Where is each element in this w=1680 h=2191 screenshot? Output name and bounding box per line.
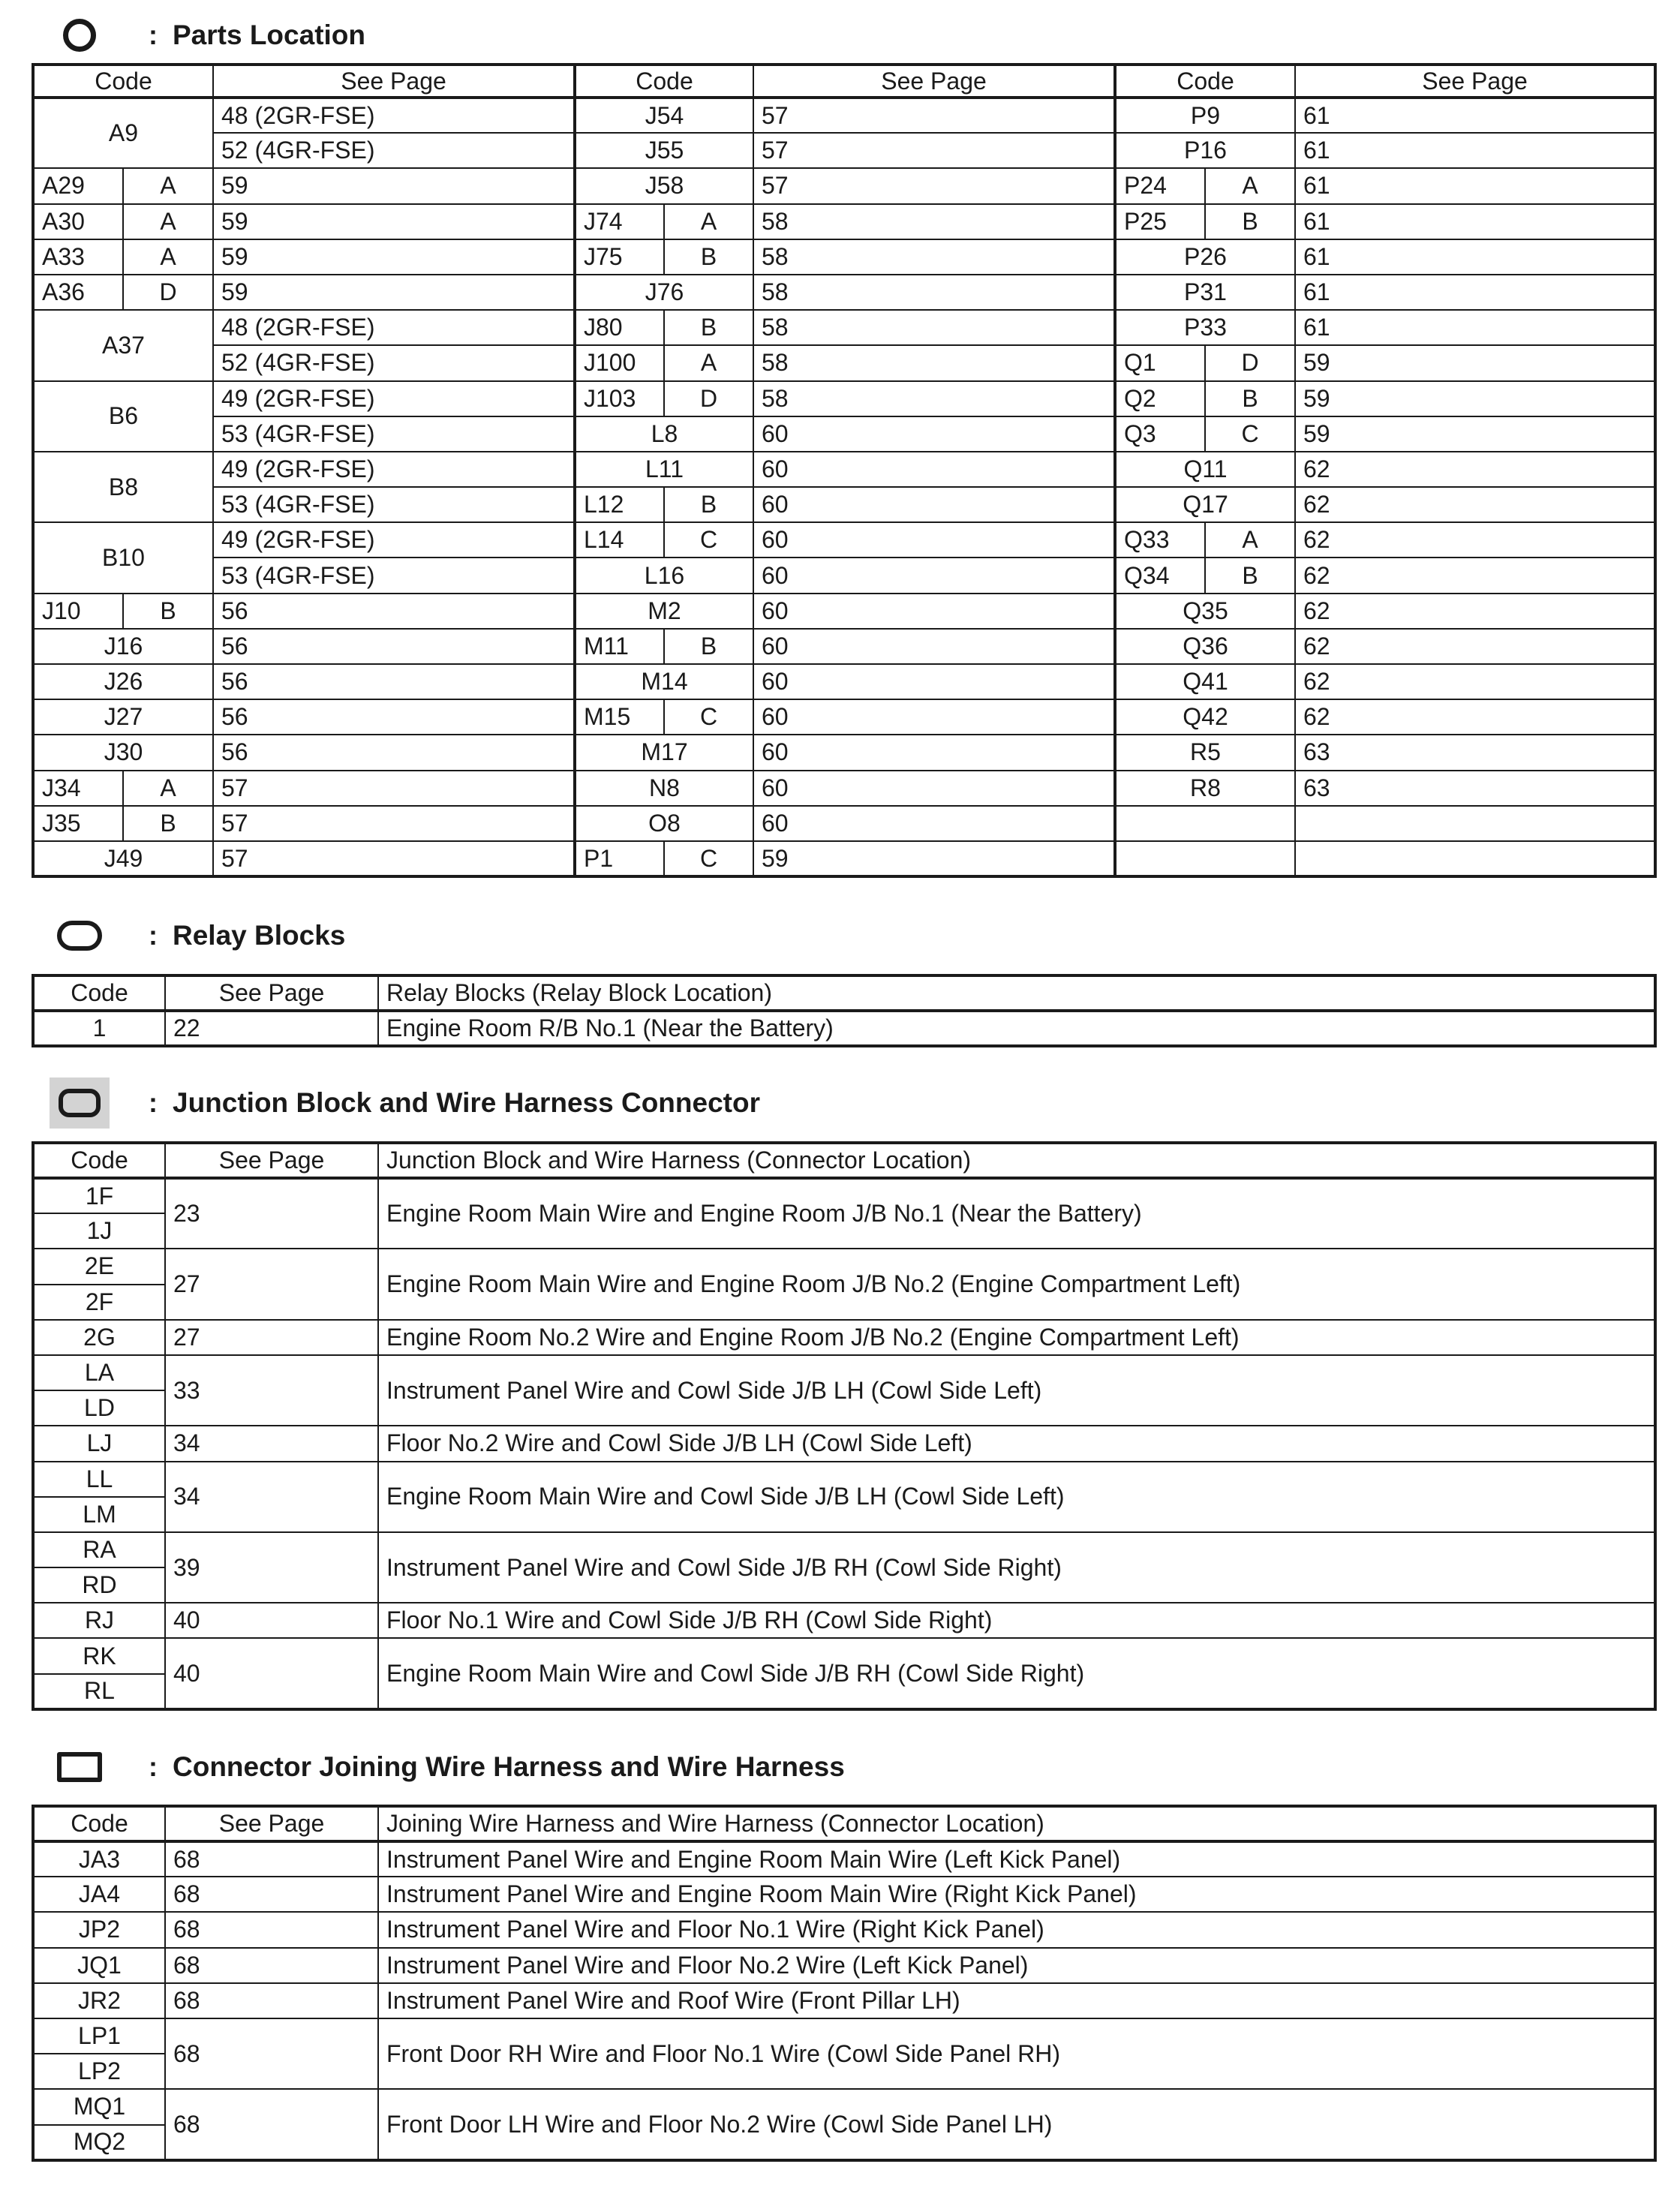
header-see-page: See Page (1295, 65, 1655, 98)
page-cell: 59 (1295, 416, 1655, 452)
code-cell (1115, 806, 1295, 841)
page-cell: 57 (753, 133, 1115, 168)
code-cell: 1 (33, 1011, 165, 1046)
page-cell: 60 (753, 416, 1115, 452)
page-cell: 61 (1295, 204, 1655, 239)
page-cell: 39 (165, 1532, 378, 1603)
table-row (33, 1178, 1655, 1213)
connector-letter-cell: C (664, 522, 753, 558)
table-row (33, 806, 1655, 841)
code-cell: MQ2 (33, 2125, 165, 2160)
page-cell: 62 (1295, 594, 1655, 629)
connector-letter-cell: B (1205, 204, 1295, 239)
table-row (33, 1532, 1655, 1567)
page-cell: 60 (753, 522, 1115, 558)
parts-location-title: Parts Location (173, 20, 365, 50)
code-cell: M15 (575, 699, 664, 735)
table-row (33, 487, 1655, 522)
code-cell: A36 (33, 275, 123, 310)
page-cell: 68 (165, 2089, 378, 2159)
location-cell: Engine Room No.2 Wire and Engine Room J/B No.2 (Engine Compartment Left) (378, 1320, 1655, 1355)
code-cell: JA3 (33, 1841, 165, 1877)
code-cell: LD (33, 1390, 165, 1426)
code-cell: LP2 (33, 2054, 165, 2089)
page-cell: 22 (165, 1011, 378, 1046)
page-cell: 56 (213, 594, 575, 629)
code-cell: J16 (33, 629, 213, 664)
table-row (33, 381, 1655, 416)
connector-letter-cell: A (123, 168, 213, 203)
code-cell: Q2 (1115, 381, 1205, 416)
table-row (33, 310, 1655, 345)
code-cell: 1J (33, 1213, 165, 1249)
table-row (33, 416, 1655, 452)
table-row (33, 1912, 1655, 1947)
code-cell: Q11 (1115, 452, 1295, 487)
heading-colon: : (149, 20, 158, 50)
page-cell: 62 (1295, 522, 1655, 558)
code-cell: J54 (575, 98, 753, 133)
connector-letter-cell: A (123, 771, 213, 806)
table-row (33, 1603, 1655, 1638)
table-header-row (33, 1143, 1655, 1178)
code-cell: J100 (575, 345, 664, 380)
header-location: Joining Wire Harness and Wire Harness (Connector Location) (378, 1806, 1655, 1841)
code-cell: M11 (575, 629, 664, 664)
code-cell: J34 (33, 771, 123, 806)
code-cell: J55 (575, 133, 753, 168)
page-cell: 60 (753, 806, 1115, 841)
code-cell: 2G (33, 1320, 165, 1355)
code-cell: J27 (33, 699, 213, 735)
page-cell: 48 (2GR-FSE) (213, 310, 575, 345)
page-cell: 59 (213, 239, 575, 275)
table-row (33, 275, 1655, 310)
page-cell: 61 (1295, 275, 1655, 310)
page-cell: 62 (1295, 699, 1655, 735)
code-cell: RJ (33, 1603, 165, 1638)
connector-letter-cell: A (664, 204, 753, 239)
table-row (33, 1426, 1655, 1461)
header-code: Code (33, 65, 213, 98)
page-cell: 53 (4GR-FSE) (213, 416, 575, 452)
header-see-page: See Page (165, 1806, 378, 1841)
page-cell: 61 (1295, 310, 1655, 345)
page-cell: 27 (165, 1320, 378, 1355)
junction-block-heading (57, 1081, 760, 1125)
heading-colon: : (149, 920, 158, 951)
page-cell: 49 (2GR-FSE) (213, 381, 575, 416)
code-cell: L8 (575, 416, 753, 452)
code-cell: J26 (33, 664, 213, 699)
page-cell: 60 (753, 735, 1115, 770)
table-row (33, 594, 1655, 629)
table-row (33, 1841, 1655, 1877)
page-cell: 60 (753, 699, 1115, 735)
table-row (33, 2089, 1655, 2124)
page-cell: 56 (213, 735, 575, 770)
header-code: Code (575, 65, 753, 98)
page-cell: 58 (753, 381, 1115, 416)
code-cell: P33 (1115, 310, 1295, 345)
code-cell: 2E (33, 1249, 165, 1284)
page-cell: 59 (213, 275, 575, 310)
code-cell: M14 (575, 664, 753, 699)
code-cell: LJ (33, 1426, 165, 1461)
table-row (33, 1320, 1655, 1355)
code-cell: A29 (33, 168, 123, 203)
header-location: Junction Block and Wire Harness (Connector Location) (378, 1143, 1655, 1178)
page-cell: 60 (753, 594, 1115, 629)
code-cell: RL (33, 1674, 165, 1709)
page-cell: 59 (753, 841, 1115, 876)
page-cell: 60 (753, 664, 1115, 699)
code-cell: P26 (1115, 239, 1295, 275)
code-cell: A9 (33, 98, 213, 168)
code-cell: JP2 (33, 1912, 165, 1947)
code-cell: J10 (33, 594, 123, 629)
table-row (33, 558, 1655, 593)
location-cell: Instrument Panel Wire and Engine Room Main Wire (Left Kick Panel) (378, 1841, 1655, 1877)
location-cell: Engine Room Main Wire and Cowl Side J/B LH (Cowl Side Left) (378, 1462, 1655, 1532)
page-cell: 60 (753, 558, 1115, 593)
code-cell: J80 (575, 310, 664, 345)
page-cell: 61 (1295, 98, 1655, 133)
table-row (33, 771, 1655, 806)
code-cell: Q36 (1115, 629, 1295, 664)
table-row (33, 1355, 1655, 1390)
code-cell: MQ1 (33, 2089, 165, 2124)
header-see-page: See Page (213, 65, 575, 98)
code-cell: J76 (575, 275, 753, 310)
code-cell: Q34 (1115, 558, 1205, 593)
table-header-row (33, 1806, 1655, 1841)
table-row (33, 133, 1655, 168)
page-cell: 57 (753, 98, 1115, 133)
code-cell: R8 (1115, 771, 1295, 806)
page-cell: 57 (213, 771, 575, 806)
page-cell: 62 (1295, 664, 1655, 699)
code-cell: M17 (575, 735, 753, 770)
header-see-page: See Page (165, 975, 378, 1011)
parts-location-heading (57, 14, 365, 57)
table-row (33, 452, 1655, 487)
location-cell: Instrument Panel Wire and Engine Room Main Wire (Right Kick Panel) (378, 1877, 1655, 1912)
page-cell: 62 (1295, 558, 1655, 593)
page-cell: 49 (2GR-FSE) (213, 522, 575, 558)
relay-blocks-title: Relay Blocks (173, 920, 346, 951)
page-cell: 68 (165, 1912, 378, 1947)
connector-joining-table (32, 1805, 1657, 2162)
connector-letter-cell: D (123, 275, 213, 310)
relay-blocks-table (32, 974, 1657, 1047)
table-row (33, 168, 1655, 203)
connector-letter-cell: B (1205, 558, 1295, 593)
page-cell: 61 (1295, 239, 1655, 275)
table-row (33, 699, 1655, 735)
page-cell: 61 (1295, 168, 1655, 203)
code-cell: J35 (33, 806, 123, 841)
connector-letter-cell: D (664, 381, 753, 416)
page-cell: 57 (213, 806, 575, 841)
code-cell: B8 (33, 452, 213, 522)
code-cell: P31 (1115, 275, 1295, 310)
page-cell: 68 (165, 1841, 378, 1877)
page-cell: 60 (753, 452, 1115, 487)
code-cell: JA4 (33, 1877, 165, 1912)
table-row (33, 841, 1655, 876)
code-cell: B10 (33, 522, 213, 593)
page-cell: 58 (753, 239, 1115, 275)
code-cell: A30 (33, 204, 123, 239)
location-cell: Instrument Panel Wire and Floor No.1 Wire (Right Kick Panel) (378, 1912, 1655, 1947)
header-code: Code (33, 975, 165, 1011)
table-row (33, 522, 1655, 558)
code-cell: B6 (33, 381, 213, 452)
code-cell: RA (33, 1532, 165, 1567)
code-cell: P16 (1115, 133, 1295, 168)
page-cell: 34 (165, 1426, 378, 1461)
page-cell: 53 (4GR-FSE) (213, 487, 575, 522)
page-cell: 62 (1295, 629, 1655, 664)
page-cell: 48 (2GR-FSE) (213, 98, 575, 133)
parts-location-table (32, 63, 1657, 878)
code-cell: P25 (1115, 204, 1205, 239)
location-cell: Instrument Panel Wire and Cowl Side J/B RH (Cowl Side Right) (378, 1532, 1655, 1603)
code-cell: Q41 (1115, 664, 1295, 699)
code-cell: J103 (575, 381, 664, 416)
page-cell (1295, 841, 1655, 876)
code-cell: A33 (33, 239, 123, 275)
connector-joining-title: Connector Joining Wire Harness and Wire Harness (173, 1751, 845, 1782)
location-cell: Engine Room Main Wire and Engine Room J/B No.2 (Engine Compartment Left) (378, 1249, 1655, 1319)
relay-blocks-heading (57, 914, 345, 957)
page-cell: 68 (165, 1983, 378, 2018)
page-cell: 53 (4GR-FSE) (213, 558, 575, 593)
page-cell: 68 (165, 1877, 378, 1912)
location-cell: Engine Room Main Wire and Cowl Side J/B RH (Cowl Side Right) (378, 1638, 1655, 1709)
page-cell (1295, 806, 1655, 841)
page-cell: 68 (165, 1948, 378, 1983)
table-row (33, 1011, 1655, 1046)
table-row (33, 735, 1655, 770)
table-row (33, 1638, 1655, 1673)
page-cell: 52 (4GR-FSE) (213, 345, 575, 380)
location-cell: Front Door LH Wire and Floor No.2 Wire (Cowl Side Panel LH) (378, 2089, 1655, 2159)
page-cell: 57 (753, 168, 1115, 203)
table-row (33, 1877, 1655, 1912)
page-cell: 58 (753, 204, 1115, 239)
page-cell: 62 (1295, 452, 1655, 487)
code-cell: Q35 (1115, 594, 1295, 629)
page-cell: 60 (753, 629, 1115, 664)
code-cell: LA (33, 1355, 165, 1390)
table-row (33, 664, 1655, 699)
table-row (33, 239, 1655, 275)
code-cell: L12 (575, 487, 664, 522)
page-cell: 60 (753, 771, 1115, 806)
code-cell: A37 (33, 310, 213, 380)
code-cell: JR2 (33, 1983, 165, 2018)
page-cell: 40 (165, 1638, 378, 1709)
rectangle-symbol-icon (57, 1749, 102, 1785)
page-cell: 23 (165, 1178, 378, 1249)
table-row (33, 204, 1655, 239)
location-cell: Engine Room R/B No.1 (Near the Battery) (378, 1011, 1655, 1046)
header-location: Relay Blocks (Relay Block Location) (378, 975, 1655, 1011)
code-cell: RD (33, 1567, 165, 1603)
code-cell: J49 (33, 841, 213, 876)
code-cell: J30 (33, 735, 213, 770)
code-cell: L14 (575, 522, 664, 558)
connector-letter-cell: C (664, 699, 753, 735)
location-cell: Floor No.2 Wire and Cowl Side J/B LH (Cowl Side Left) (378, 1426, 1655, 1461)
page-cell: 57 (213, 841, 575, 876)
connector-letter-cell: A (1205, 168, 1295, 203)
page-cell: 59 (1295, 381, 1655, 416)
table-row (33, 2018, 1655, 2054)
table-row (33, 1462, 1655, 1497)
page-cell: 56 (213, 664, 575, 699)
code-cell: Q3 (1115, 416, 1205, 452)
page-cell: 63 (1295, 735, 1655, 770)
code-cell: R5 (1115, 735, 1295, 770)
location-cell: Instrument Panel Wire and Cowl Side J/B LH (Cowl Side Left) (378, 1355, 1655, 1426)
connector-letter-cell: C (1205, 416, 1295, 452)
connector-letter-cell: B (1205, 381, 1295, 416)
page-cell: 49 (2GR-FSE) (213, 452, 575, 487)
table-header-row (33, 975, 1655, 1011)
connector-letter-cell: B (123, 594, 213, 629)
connector-letter-cell: A (123, 239, 213, 275)
table-row (33, 98, 1655, 133)
page-cell: 59 (1295, 345, 1655, 380)
code-cell: L11 (575, 452, 753, 487)
connector-letter-cell: C (664, 841, 753, 876)
page-cell: 68 (165, 2018, 378, 2089)
code-cell: 1F (33, 1178, 165, 1213)
page-cell: 59 (213, 204, 575, 239)
code-cell: O8 (575, 806, 753, 841)
code-cell: J75 (575, 239, 664, 275)
code-cell: P24 (1115, 168, 1205, 203)
page-cell: 60 (753, 487, 1115, 522)
code-cell: JQ1 (33, 1948, 165, 1983)
table-row (33, 1948, 1655, 1983)
table-header-row (33, 65, 1655, 98)
page-cell: 52 (4GR-FSE) (213, 133, 575, 168)
location-cell: Instrument Panel Wire and Roof Wire (Front Pillar LH) (378, 1983, 1655, 2018)
page-cell: 59 (213, 168, 575, 203)
code-cell: P9 (1115, 98, 1295, 133)
code-cell: LL (33, 1462, 165, 1497)
page-cell: 58 (753, 345, 1115, 380)
page-cell: 56 (213, 699, 575, 735)
table-row (33, 629, 1655, 664)
page-cell: 40 (165, 1603, 378, 1638)
rounded-rectangle-symbol-icon (57, 918, 102, 954)
table-row (33, 345, 1655, 380)
code-cell: M2 (575, 594, 753, 629)
code-cell: 2F (33, 1285, 165, 1320)
code-cell: P1 (575, 841, 664, 876)
location-cell: Engine Room Main Wire and Engine Room J/B No.1 (Near the Battery) (378, 1178, 1655, 1249)
shaded-rounded-rectangle-symbol-icon (57, 1085, 102, 1121)
page-cell: 58 (753, 275, 1115, 310)
connector-letter-cell: B (123, 806, 213, 841)
connector-letter-cell: B (664, 487, 753, 522)
code-cell: J58 (575, 168, 753, 203)
code-cell: Q42 (1115, 699, 1295, 735)
header-code: Code (33, 1143, 165, 1178)
page-cell: 58 (753, 310, 1115, 345)
connector-letter-cell: A (1205, 522, 1295, 558)
header-see-page: See Page (165, 1143, 378, 1178)
connector-letter-cell: A (123, 204, 213, 239)
location-cell: Instrument Panel Wire and Floor No.2 Wire (Left Kick Panel) (378, 1948, 1655, 1983)
table-row (33, 1249, 1655, 1284)
page-cell: 33 (165, 1355, 378, 1426)
code-cell: LM (33, 1497, 165, 1532)
page-cell: 63 (1295, 771, 1655, 806)
junction-block-table (32, 1141, 1657, 1711)
page-cell: 34 (165, 1462, 378, 1532)
location-cell: Floor No.1 Wire and Cowl Side J/B RH (Cowl Side Right) (378, 1603, 1655, 1638)
connector-letter-cell: D (1205, 345, 1295, 380)
heading-colon: : (149, 1751, 158, 1782)
code-cell: L16 (575, 558, 753, 593)
code-cell: N8 (575, 771, 753, 806)
connector-joining-heading (57, 1745, 845, 1789)
page-cell: 62 (1295, 487, 1655, 522)
circle-symbol-icon (57, 17, 102, 53)
connector-letter-cell: B (664, 310, 753, 345)
code-cell: LP1 (33, 2018, 165, 2054)
connector-letter-cell: B (664, 239, 753, 275)
heading-colon: : (149, 1087, 158, 1118)
header-code: Code (1115, 65, 1295, 98)
page-cell: 61 (1295, 133, 1655, 168)
page-cell: 56 (213, 629, 575, 664)
header-code: Code (33, 1806, 165, 1841)
table-row (33, 1983, 1655, 2018)
code-cell: Q33 (1115, 522, 1205, 558)
code-cell: Q17 (1115, 487, 1295, 522)
code-cell (1115, 841, 1295, 876)
code-cell: RK (33, 1638, 165, 1673)
location-cell: Front Door RH Wire and Floor No.1 Wire (Cowl Side Panel RH) (378, 2018, 1655, 2089)
page-cell: 27 (165, 1249, 378, 1319)
code-cell: Q1 (1115, 345, 1205, 380)
connector-letter-cell: B (664, 629, 753, 664)
header-see-page: See Page (753, 65, 1115, 98)
connector-letter-cell: A (664, 345, 753, 380)
code-cell: J74 (575, 204, 664, 239)
junction-block-title: Junction Block and Wire Harness Connector (173, 1087, 760, 1118)
